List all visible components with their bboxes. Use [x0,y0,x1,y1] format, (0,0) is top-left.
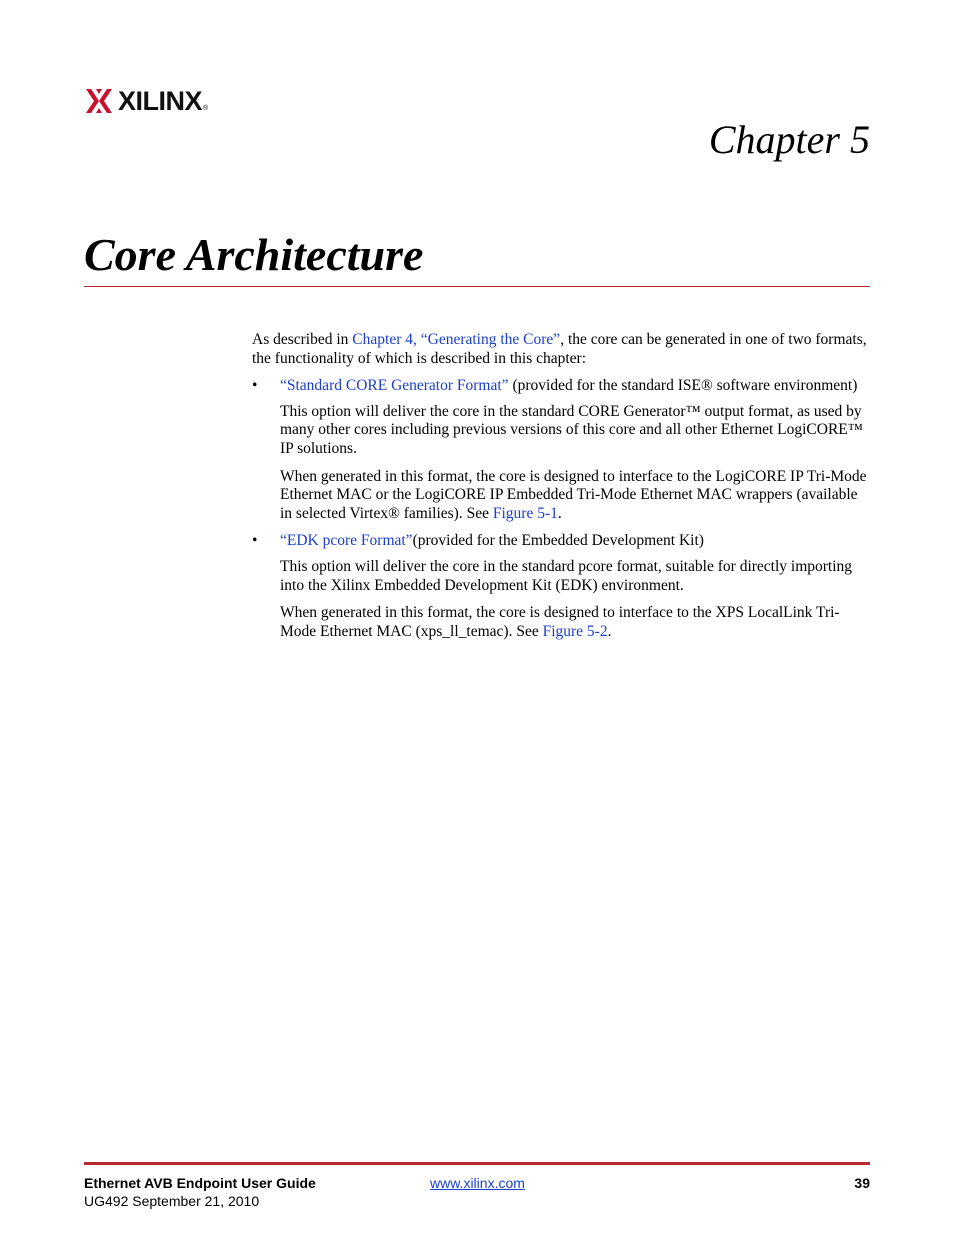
footer-rule [84,1162,870,1165]
link-standard-core-generator-format[interactable]: “Standard CORE Generator Format” [280,377,509,395]
edk-para-2-text: When generated in this format, the core is designed to interface to the XPS LocalLink Tri-Mode Ethernet MAC (xps_ll_temac). See [280,604,840,640]
xilinx-logo [86,86,208,116]
chapter-label: Chapter 5 [708,117,870,162]
bullet-text: (provided for the Embedded Development Kit) [412,532,704,550]
bullet-item-edk [252,532,872,551]
logo-wordmark: XILINX [118,85,203,116]
link-chapter-4[interactable]: Chapter 4 [352,331,413,348]
bullet-text: (provided for the standard ISE® software environment) [508,377,858,395]
edk-para-2 [252,604,872,641]
footer-url-link[interactable]: www.xilinx.com [430,1175,525,1191]
link-edk-pcore-format[interactable]: “EDK pcore Format” [280,532,413,550]
intro-comma: , [413,331,421,348]
link-figure-5-1[interactable]: Figure 5-1 [492,504,558,522]
chapter-title: Core Architecture [84,229,424,280]
page-number: 39 [854,1175,870,1191]
edk-para-2-end: . [607,622,612,640]
bullet-item-standard [252,377,872,396]
standard-para-1: This option will deliver the core in the standard CORE Generator™ output format, as used by many other cores including previous versions of this core and all other Ethernet LogiCORE™ IP solutions. [280,402,863,457]
intro-paragraph [252,331,872,368]
edk-para-1: This option will deliver the core in the standard pcore format, suitable for directly importing into the Xilinx Embedded Development Kit (EDK) environment. [280,557,853,594]
standard-para-2-text: When generated in this format, the core is designed to interface to the LogiCORE IP Tri-Mode Ethernet MAC or the LogiCORE IP Embedded Tri-Mode Ethernet MAC wrappers (available in selected Virtex® families). See [280,467,867,522]
footer-doc-id: UG492 September 21, 2010 [84,1193,260,1209]
bullet-dot: • [252,532,258,550]
standard-para-2-end: . [557,504,562,522]
xilinx-logo-icon [86,88,112,114]
footer-title: Ethernet AVB Endpoint User Guide [84,1175,316,1191]
logo-registered-mark: ® [203,104,209,112]
body-text [252,331,872,650]
link-generating-the-core[interactable]: “Generating the Core” [420,331,561,348]
intro-pre-text: As described in [252,331,353,348]
link-figure-5-2[interactable]: Figure 5-2 [542,622,608,640]
bullet-dot: • [252,377,258,395]
intro-post-text: , the core can be generated in one of two formats, the functionality of which is described in this chapter: [252,331,867,367]
title-rule [84,286,870,287]
standard-para-2 [252,468,872,524]
